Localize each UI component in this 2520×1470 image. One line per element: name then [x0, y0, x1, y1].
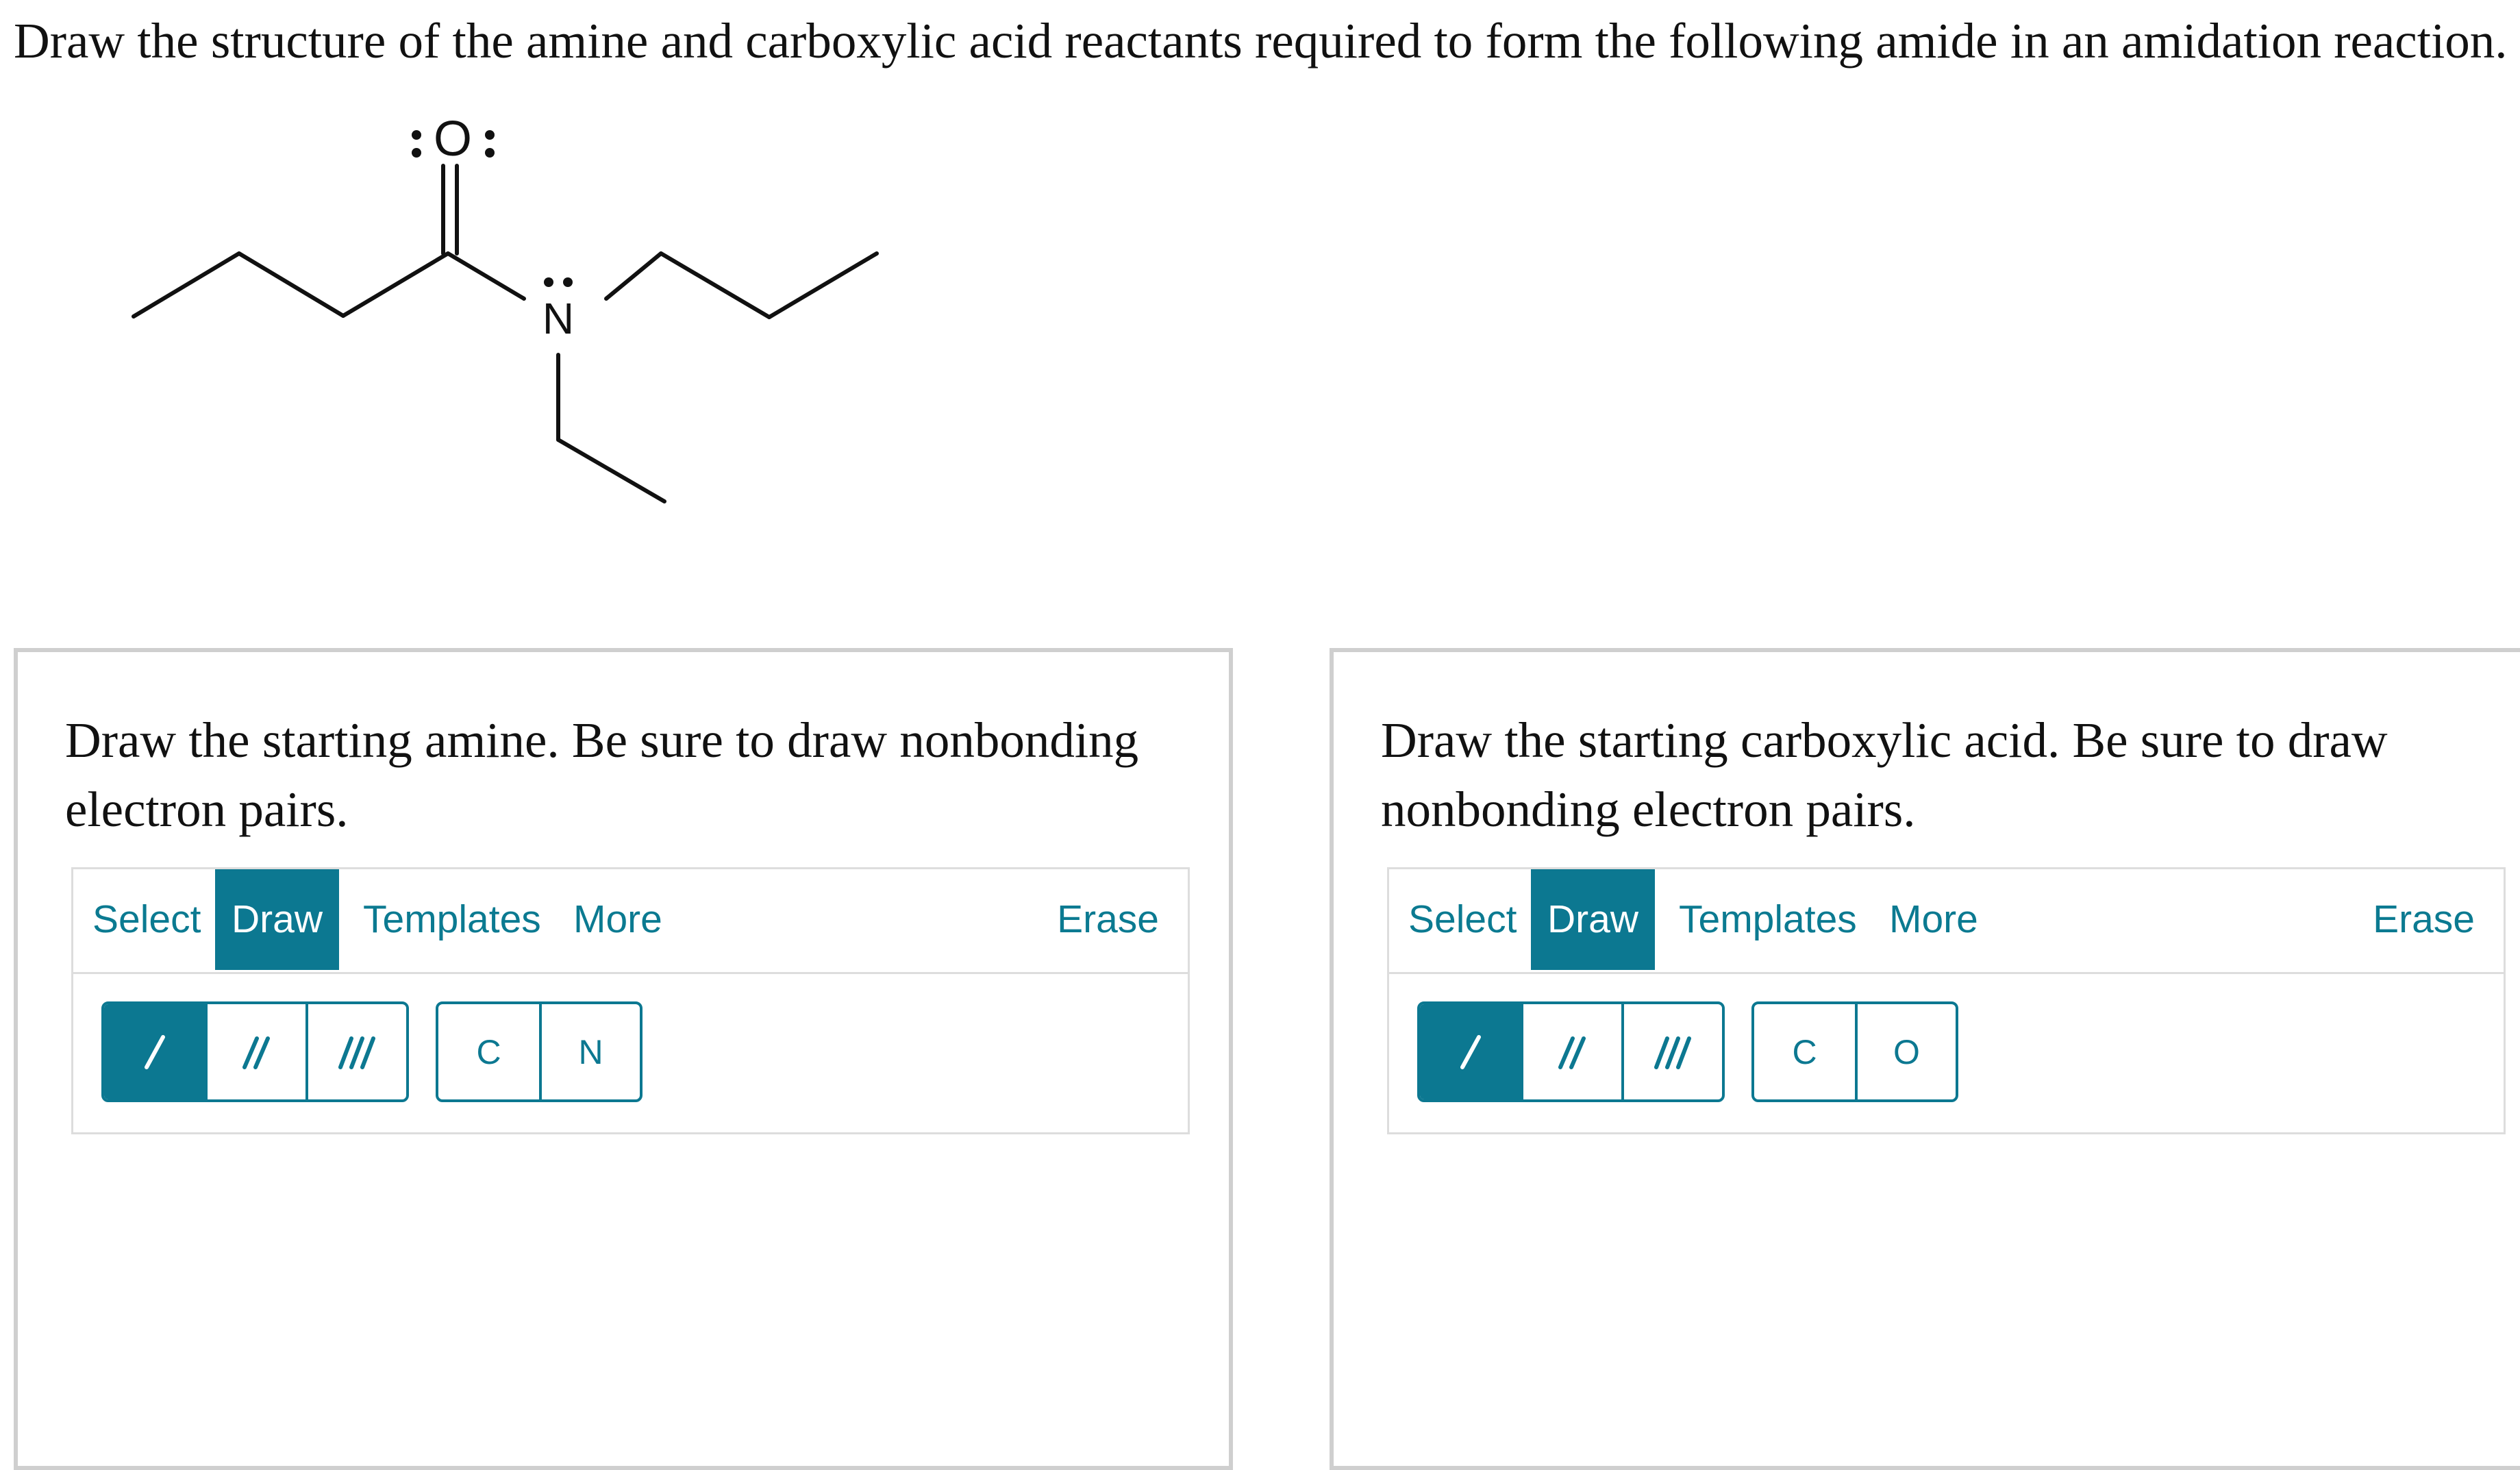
triple-bond-icon — [334, 1032, 382, 1073]
carboxylic-acid-panel — [1330, 648, 2520, 1470]
carboxylic-acid-prompt: Draw the starting carboxylic acid. Be sure to draw nonbonding electron pairs. — [1381, 712, 2388, 837]
atom-tool-group — [1751, 1001, 1958, 1102]
select-tab[interactable]: Select — [92, 897, 201, 941]
double-bond-icon — [1552, 1032, 1593, 1073]
draw-tab[interactable]: Draw — [215, 869, 339, 970]
bond-c2-c3 — [239, 253, 343, 316]
atom-tool-group — [436, 1001, 643, 1102]
single-bond-icon — [1450, 1032, 1491, 1073]
triple-bond-icon — [1649, 1032, 1697, 1073]
single-bond-tool[interactable] — [104, 1004, 205, 1099]
nitrogen-atom-tool[interactable]: N — [539, 1004, 640, 1099]
single-bond-tool[interactable] — [1420, 1004, 1521, 1099]
amine-prompt: Draw the starting amine. Be sure to draw nonbonding electron pairs. — [65, 712, 1139, 837]
bond-c6-c7 — [769, 253, 877, 317]
bond-tool-group — [101, 1001, 409, 1102]
double-bond-icon — [236, 1032, 277, 1073]
carboxylic-acid-editor-toolbar — [1389, 869, 2504, 974]
more-tab[interactable]: More — [1889, 897, 1978, 941]
double-bond-tool[interactable] — [1521, 1004, 1621, 1099]
bond-c5-c6 — [661, 253, 769, 317]
nitrogen-lone-pair — [544, 277, 573, 287]
templates-tab[interactable]: Templates — [1679, 897, 1857, 941]
bond-c1-c2 — [134, 253, 239, 316]
amide-structure — [103, 96, 890, 521]
triple-bond-tool[interactable] — [305, 1004, 406, 1099]
bond-c3-c4 — [343, 253, 448, 316]
triple-bond-tool[interactable] — [1621, 1004, 1722, 1099]
bond-n-c5 — [606, 253, 661, 299]
double-bond-tool[interactable] — [205, 1004, 305, 1099]
draw-tab[interactable]: Draw — [1531, 869, 1655, 970]
oxygen-atom-label: O — [433, 112, 473, 167]
carbon-atom-tool[interactable]: C — [1792, 1032, 1817, 1071]
bond-c8-c9 — [558, 440, 664, 501]
templates-tab[interactable]: Templates — [363, 897, 541, 941]
nitrogen-atom-label: N — [542, 293, 575, 343]
carboxylic-acid-drawing-editor[interactable] — [1387, 867, 2506, 1134]
amine-panel — [14, 648, 1233, 1470]
question-text: Draw the structure of the amine and carboxylic acid reactants required to form the following amide in an amidation reaction. — [14, 13, 2508, 68]
more-tab[interactable]: More — [573, 897, 662, 941]
select-tab[interactable]: Select — [1408, 897, 1517, 941]
carbon-atom-tool[interactable]: C — [476, 1032, 501, 1071]
amine-drawing-editor[interactable] — [71, 867, 1190, 1134]
amine-editor-toolbar — [73, 869, 1188, 974]
erase-button[interactable]: Erase — [1057, 897, 1159, 941]
oxygen-atom-tool[interactable]: O — [1855, 1004, 1956, 1099]
single-bond-icon — [134, 1032, 175, 1073]
bond-c4-n — [448, 253, 524, 299]
erase-button[interactable]: Erase — [2373, 897, 2475, 941]
bond-tool-group — [1417, 1001, 1725, 1102]
